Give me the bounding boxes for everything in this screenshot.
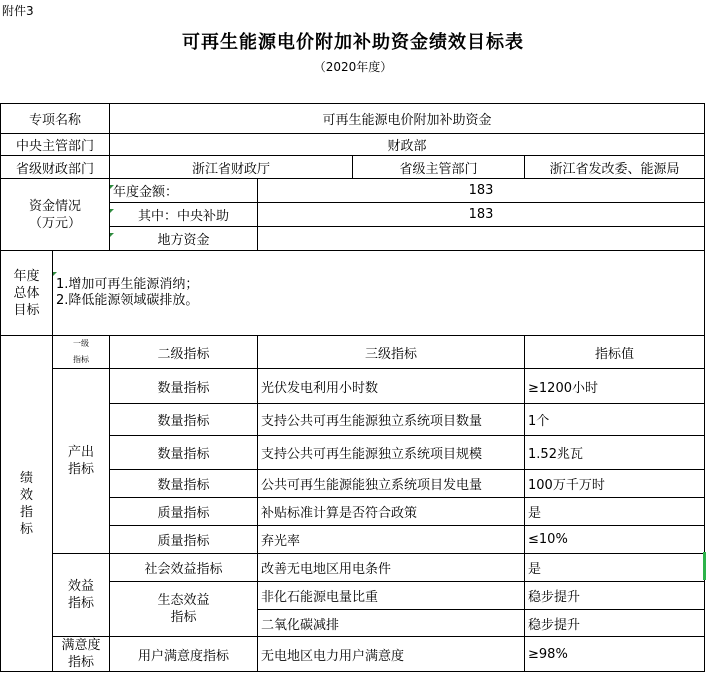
header-value: 指标值 (525, 336, 705, 369)
table-row (1, 134, 705, 156)
level2-cell: 数量指标 (110, 470, 258, 498)
project-name-label: 专项名称 (1, 104, 110, 134)
annual-goal-value (53, 251, 705, 336)
local-funds-value (258, 227, 705, 251)
prov-dept-label: 省级主管部门 (353, 156, 525, 179)
prov-dept-value: 浙江省发改委、能源局 (525, 156, 705, 179)
level3-cell: 非化石能源电量比重 (258, 582, 525, 610)
annual-goal-label (1, 251, 53, 336)
value-cell: ≥1200小时 (525, 369, 705, 404)
level2-cell (110, 582, 258, 637)
header-level1 (53, 336, 110, 369)
level3-cell: 弃光率 (258, 526, 525, 554)
value-cell: 1个 (525, 404, 705, 436)
project-name-value: 可再生能源电价附加补助资金 (110, 104, 705, 134)
page-title: 可再生能源电价附加补助资金绩效目标表 (182, 32, 524, 53)
value-cell: ≥98% (525, 637, 705, 672)
header-level1-text: 一级指标 (73, 339, 89, 364)
group-satisfaction-text: 满意度指标 (61, 638, 101, 670)
funds-label (1, 179, 110, 251)
value-cell: 稳步提升 (525, 610, 705, 637)
level2-cell: 社会效益指标 (110, 554, 258, 582)
cell-comment-marker (110, 233, 114, 237)
level2-cell-text: 生态效益指标 (157, 593, 210, 625)
table-row (1, 554, 705, 582)
performance-indicators-text: 绩效指标 (19, 470, 33, 537)
level3-cell: 二氧化碳减排 (258, 610, 525, 637)
central-subsidy-label: 其中：中央补助 (110, 203, 258, 227)
level2-cell: 用户满意度指标 (110, 637, 258, 672)
group-output (53, 369, 110, 554)
table-row (1, 251, 705, 336)
level2-cell: 数量指标 (110, 436, 258, 470)
header-level2: 二级指标 (110, 336, 258, 369)
prov-finance-value: 浙江省财政厅 (110, 156, 353, 179)
value-cell: 稳步提升 (525, 582, 705, 610)
value-cell: ≤10% (525, 526, 705, 554)
table-row (1, 369, 705, 404)
table-row (1, 179, 705, 203)
funds-label-text: 资金情况（万元） (28, 198, 81, 231)
goal-line-1: 1.增加可再生能源消纳； (56, 277, 199, 292)
table-row (1, 156, 705, 179)
local-funds-label: 地方资金 (110, 227, 258, 251)
level3-cell: 公共可再生能源能独立系统项目发电量 (258, 470, 525, 498)
level3-cell: 支持公共可再生能源独立系统项目规模 (258, 436, 525, 470)
central-subsidy-value: 183 (258, 203, 705, 227)
performance-indicators-label (1, 336, 53, 672)
attachment-label: 附件3 (2, 4, 34, 18)
level3-cell: 支持公共可再生能源独立系统项目数量 (258, 404, 525, 436)
central-dept-value: 财政部 (110, 134, 705, 156)
cell-comment-marker (110, 185, 114, 189)
group-output-text: 产出指标 (67, 445, 94, 477)
level3-cell: 改善无电地区用电条件 (258, 554, 525, 582)
level3-cell: 光伏发电利用小时数 (258, 369, 525, 404)
table-row (1, 104, 705, 134)
group-benefit (53, 554, 110, 637)
value-cell: 100万千万时 (525, 470, 705, 498)
value-cell: 是 (525, 554, 705, 582)
annual-goal-label-text: 年度总体目标 (13, 268, 40, 318)
header-level3: 三级指标 (258, 336, 525, 369)
level2-cell: 质量指标 (110, 526, 258, 554)
annual-amount-value: 183 (258, 179, 705, 203)
prov-finance-label: 省级财政部门 (1, 156, 110, 179)
table-row (1, 637, 705, 672)
cell-comment-marker (53, 272, 57, 276)
central-dept-label: 中央主管部门 (1, 134, 110, 156)
group-benefit-text: 效益指标 (67, 579, 94, 611)
value-cell: 1.52兆瓦 (525, 436, 705, 470)
goal-line-2: 2.降低能源领域碳排放。 (56, 293, 199, 308)
table-row (1, 336, 705, 369)
level2-cell: 数量指标 (110, 369, 258, 404)
level2-cell: 质量指标 (110, 498, 258, 526)
level3-cell: 无电地区电力用户满意度 (258, 637, 525, 672)
level2-cell: 数量指标 (110, 404, 258, 436)
annual-amount-label: 年度金额： (110, 179, 258, 203)
cell-comment-marker (110, 209, 114, 213)
performance-target-table (0, 103, 705, 672)
year-label: （2020年度） (313, 60, 393, 74)
group-satisfaction (53, 637, 110, 672)
value-cell: 是 (525, 498, 705, 526)
level3-cell: 补贴标准计算是否符合政策 (258, 498, 525, 526)
